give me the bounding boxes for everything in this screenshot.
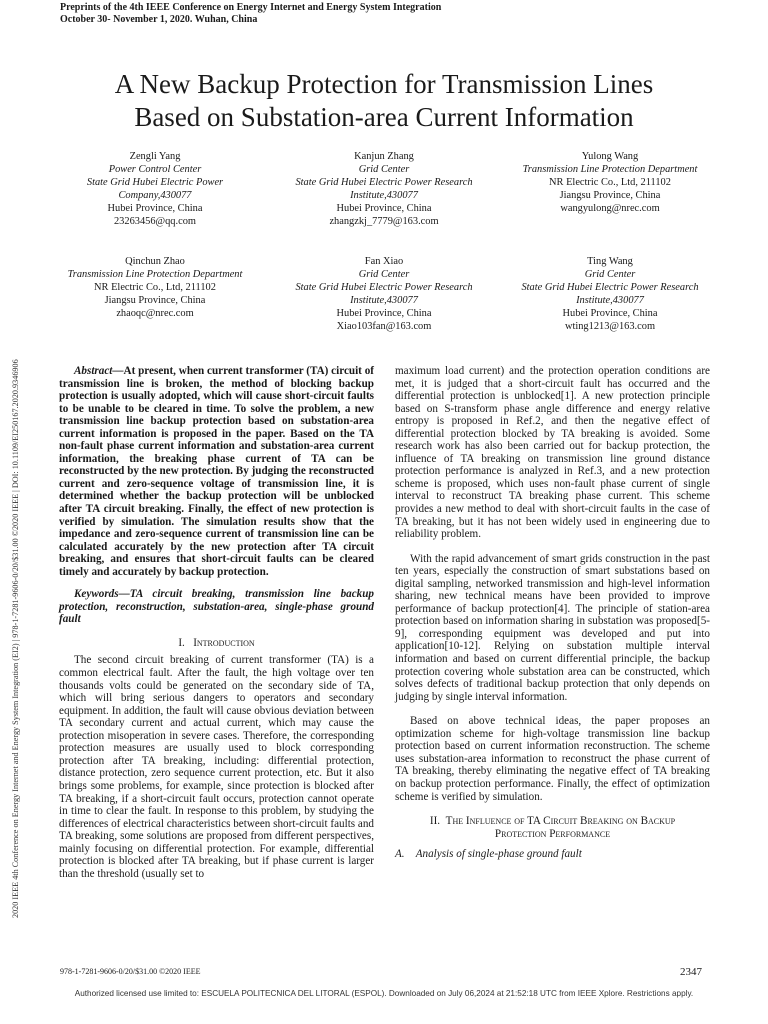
doi-sidebar: 2020 IEEE 4th Conference on Energy Internet and Energy System Integration (EI2) | 978-1-7281-9606-0/20/$31.00 ©2020 IEEE | DOI: 10.1109/EI250167.2020.9346906: [11, 359, 20, 918]
keywords-label: Keywords—: [74, 588, 130, 601]
author-email: Xiao103fan@163.com: [336, 320, 432, 332]
section-heading: [59, 637, 374, 650]
author-location: Hubei Province, China: [336, 307, 432, 319]
author-affiliation: State Grid Hubei Electric Power Research: [295, 281, 473, 293]
author-block: [264, 151, 504, 228]
author-affiliation: Company,430077: [118, 189, 192, 201]
author-location: Hubei Province, China: [562, 307, 658, 319]
section-heading: [395, 815, 710, 840]
author-affiliation: Institute,430077: [350, 189, 418, 201]
keywords-text: TA circuit breaking, transmission line backup protection, reconstruction, substation-area, single-phase ground fault: [59, 588, 374, 626]
author-location: Jiangsu Province, China: [104, 294, 206, 306]
section-title: Introduction: [193, 636, 255, 649]
section-title: Protection Performance: [494, 827, 611, 840]
author-affiliation: Transmission Line Protection Department: [67, 268, 243, 280]
author-affiliation: State Grid Hubei Electric Power Research: [521, 281, 699, 293]
paragraph: With the rapid advancement of smart grids construction in the past ten years, especially the construction of smart substations based on digital sampling, networked transmission and high-level information sharing, new technical means have been provided to improve performance of backup protection[4]. The principle of station-area protection based on information sharing in substation was proposed[5-9], corresponding equipment was developed and put into application[10-12]. Relying on substation multiple interval information and based on current differential principle, the backup protection covering whole substation area can be constructed, which solves defects of traditional backup protection that only depends on judging by single interval information.: [395, 552, 710, 703]
author-block: [264, 256, 504, 333]
author-affiliation: State Grid Hubei Electric Power: [86, 176, 224, 188]
author-email: zhaoqc@nrec.com: [116, 307, 194, 319]
author-location: Hubei Province, China: [107, 202, 203, 214]
author-name: Qinchun Zhao: [125, 256, 185, 267]
author-email: 23263456@qq.com: [113, 215, 196, 227]
abstract-text: At present, when current transformer (TA) circuit of transmission line is broken, the method of blocking backup protection is usually adopted, which will cause short-circuit faults to be unable to be cleared in time. To solve the problem, a new transmission line backup protection based on substation-area current information is proposed in the paper. Based on the TA non-fault phase current information and substation-area current information, the breaking phase current of TA can be reconstructed by the new protection. By judging the reconstructed current and zero-sequence voltage of transmission line, it is determined whether the backup protection will be unblocked after TA circuit breaking. Finally, the effect of new protection is verified by simulation. The simulation results show that the impedance and zero-sequence current of transmission line can be calculated accurately by the new protection after TA circuit breaking, and ensures that short-circuit faults can be cleared timely and accurately by backup protection.: [59, 365, 374, 578]
author-affiliation: NR Electric Co., Ltd, 211102: [94, 281, 216, 293]
author-affiliation: Transmission Line Protection Department: [522, 163, 698, 175]
author-affiliation: State Grid Hubei Electric Power Research: [295, 176, 473, 188]
author-affiliation: Grid Center: [584, 268, 636, 280]
author-affiliation: Power Control Center: [108, 163, 202, 175]
title-line-1: A New Backup Protection for Transmission Lines: [114, 69, 654, 99]
author-email: wting1213@163.com: [564, 320, 656, 332]
author-affiliation: Institute,430077: [576, 294, 644, 306]
author-name: Yulong Wang: [581, 151, 639, 162]
author-affiliation: Grid Center: [358, 268, 410, 280]
author-block: [490, 151, 730, 216]
license-notice: Authorized licensed use limited to: ESCUELA POLITECNICA DEL LITORAL (ESPOL). Downloaded on July 06,2024 at 21:52:18 UTC from IEEE Xplore. Restrictions apply.: [74, 989, 694, 998]
author-block: [490, 256, 730, 333]
keywords: [59, 588, 374, 626]
author-location: Jiangsu Province, China: [559, 189, 661, 201]
author-location: Hubei Province, China: [336, 202, 432, 214]
paper-title: [0, 68, 768, 134]
paragraph: Based on above technical ideas, the paper proposes an optimization scheme for high-voltage transmission line backup protection based on current information reconstruction. The scheme uses substation-area information to reconstruct the phase current of TA breaking, thereby eliminating the negative effect of TA breaking on backup protection performance. Finally, the effect of optimization scheme is verified by simulation.: [395, 715, 710, 803]
subsection-heading: A. Analysis of single-phase ground fault: [395, 848, 582, 861]
author-block: [35, 256, 275, 321]
page-number: 2347: [680, 966, 702, 978]
author-name: Zengli Yang: [129, 151, 181, 162]
paragraph: The second circuit breaking of current transformer (TA) is a common electrical fault. After the fault, the high voltage over ten thousands volts could be generated on the secondary side of TA, which will bring serious dangers to operators and secondary equipment. In addition, the fault will cause obvious deviation between TA secondary current and actual current, which may cause the protection misoperation in severe cases. Therefore, the corresponding protection measures are usually used to block corresponding protection after TA breaking, including: differential protection, distance protection, zero sequence current protection, etc. But it also brings some problems, for example, since protection is blocked after TA breaking, if a short-circuit fault occurs, protection cannot operate in time to clear the fault. In response to this problem, by studying the differences of electrical characteristics between short-circuit faults and TA breaking, some solutions are proposed from different perspectives, mainly focusing on differential protection. For example, differential protection is blocked after TA breaking, but if phase current is larger than the threshold (usually set to: [59, 654, 374, 880]
conference-header: Preprints of the 4th IEEE Conference on Energy Internet and Energy System Integration: [60, 2, 442, 13]
right-column: [395, 365, 710, 861]
paragraph: maximum load current) and the protection operation conditions are met, it is judged that a short-circuit fault has occurred and the differential protection is unblocked[1]. A new protection principle based on S-transform phase angle difference and energy relative entropy is proposed in Ref.2, and then the negative effect of differential protection blocked by TA breaking is avoided. Some research work has also been carried out for backup protection, the influence of TA breaking on transmission line ground distance protection performance is analyzed in Ref.3, and a new protection scheme is proposed, which uses non-fault phase current of single interval to reconstruct TA breaking phase current. This scheme provides a new method to deal with short-circuit faults in the case of TA breaking, but it has not been widely used in engineering due to reliability problem.: [395, 365, 710, 541]
abstract: [59, 365, 374, 578]
copyright-line: 978-1-7281-9606-0/20/$31.00 ©2020 IEEE: [60, 967, 201, 976]
author-affiliation: Institute,430077: [350, 294, 418, 306]
author-name: Fan Xiao: [364, 256, 404, 267]
section-title: The Influence of TA Circuit Breaking on Backup: [445, 815, 676, 828]
abstract-label: Abstract—: [74, 365, 124, 377]
author-name: Ting Wang: [587, 256, 633, 267]
title-line-2: Based on Substation-area Current Information: [134, 102, 634, 132]
section-numeral: I.: [178, 636, 185, 649]
author-affiliation: Grid Center: [358, 163, 410, 175]
author-block: [35, 151, 275, 228]
author-affiliation: NR Electric Co., Ltd, 211102: [549, 176, 671, 188]
author-email: zhangzkj_7779@163.com: [329, 215, 439, 227]
left-column: [59, 365, 374, 880]
author-name: Kanjun Zhang: [354, 151, 414, 162]
author-email: wangyulong@nrec.com: [560, 202, 660, 214]
conference-dates: October 30- November 1, 2020. Wuhan, China: [60, 14, 258, 25]
section-numeral: II.: [429, 815, 441, 828]
